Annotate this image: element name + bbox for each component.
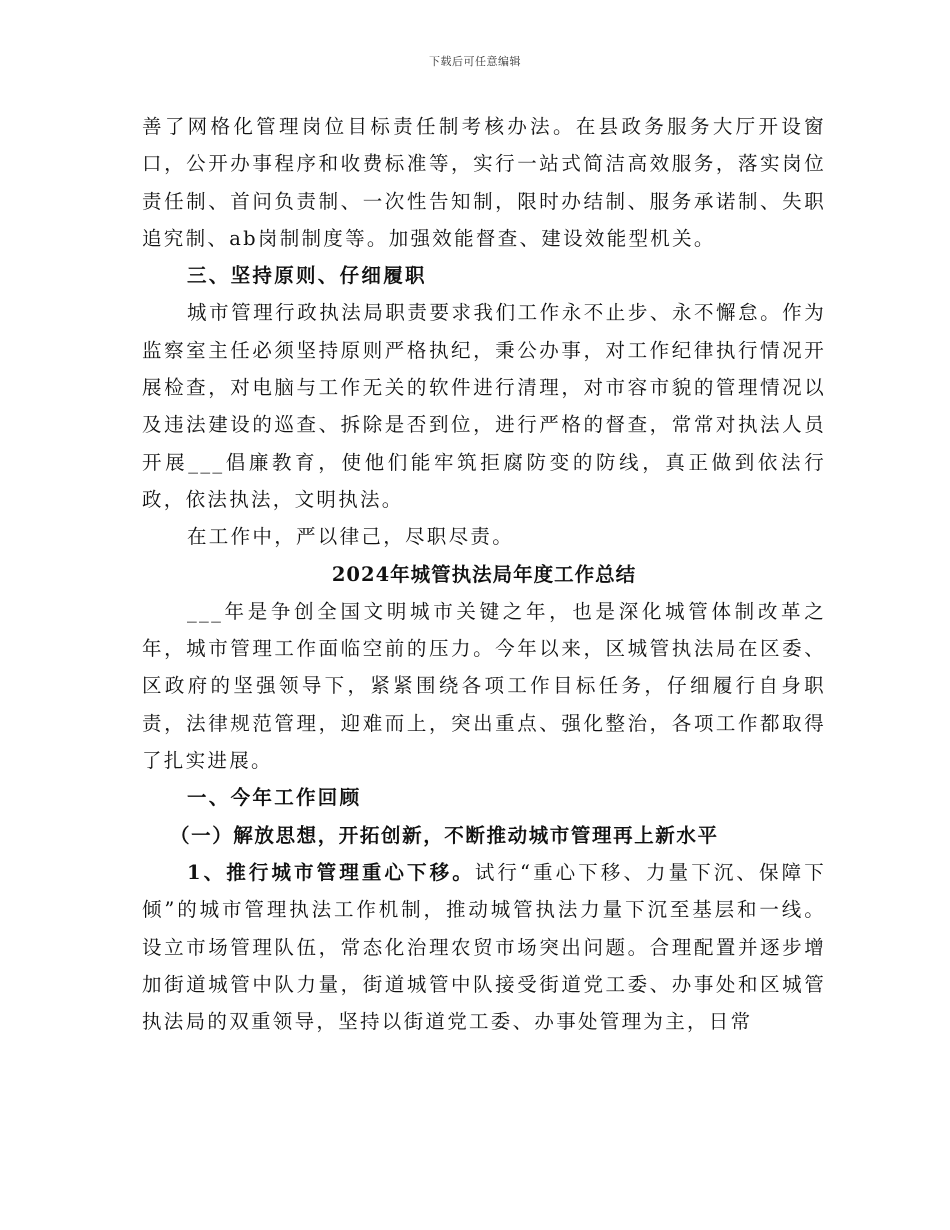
item-1-text: 试行“重心下移、力量下沉、保障下倾”的城市管理执法工作机制，推动城管执法力量下沉至基层和一线。设立市场管理队伍，常态化治理农贸市场突出问题。合理配置并逐步增加街道城管中队力量，街道城管中队接受街道党工委、办事处和区城管执法局的双重领导，坚持以街道党工委、办事处管理为主，日常 xyxy=(142,860,827,1034)
header-note: 下载后可任意编辑 xyxy=(429,55,521,68)
section-heading-1: 一、今年工作回顾 xyxy=(187,786,362,810)
paragraph-duty: 城市管理行政执法局职责要求我们工作永不止步、永不懈怠。作为监察室主任必须坚持原则严格执纪，秉公办事，对工作纪律执行情况开展检查，对电脑与工作无关的软件进行清理，对市容市貌的管理情况以及违法建设的巡查、拆除是否到位，进行严格的督查，常常对执法人员开展___倡廉教育，使他们能牢筑拒腐防变的防线，真正做到依法行政，依法执法，文明执法。 xyxy=(142,301,826,511)
item-1-lead: 1、推行城市管理重心下移。 xyxy=(187,860,475,884)
paragraph-continued: 善了网格化管理岗位目标责任制考核办法。在县政务服务大厅开设窗口，公开办事程序和收费标准等，实行一站式简洁高效服务，落实岗位责任制、首问负责制、一次性告知制，限时办结制、服务承诺制、失职追究制、ab岗制制度等。加强效能督查、建设效能型机关。 xyxy=(142,115,826,250)
paragraph-item-1 xyxy=(142,854,826,1040)
document-title: 2024年城管执法局年度工作总结 xyxy=(331,562,637,586)
paragraph-intro: ___年是争创全国文明城市关键之年，也是深化城管体制改革之年，城市管理工作面临空前的压力。今年以来，区城管执法局在区委、区政府的坚强领导下，紧紧围绕各项工作目标任务，仔细履行自身职责，法律规范管理，迎难而上，突出重点、强化整治，各项工作都取得了扎实进展。 xyxy=(142,599,826,773)
subsection-heading-1: （一）解放思想，开拓创新，不断推动城市管理再上新水平 xyxy=(170,823,719,847)
paragraph-conduct: 在工作中，严以律己，尽职尽责。 xyxy=(187,525,515,549)
document-body xyxy=(142,108,826,1040)
section-heading-3: 三、坚持原则、仔细履职 xyxy=(187,264,427,288)
